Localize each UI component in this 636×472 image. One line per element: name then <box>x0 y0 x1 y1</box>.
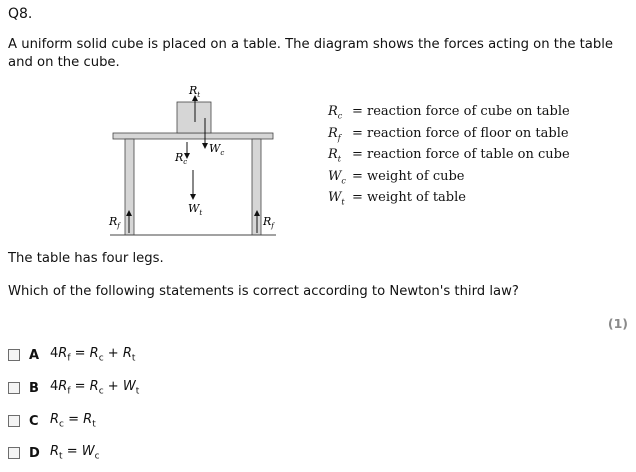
rt-label: $R_t$ <box>189 84 201 99</box>
option-text: $R_c = R_t$ <box>50 412 96 430</box>
paragraph-table-legs: The table has four legs. <box>8 251 164 266</box>
marks-label: (1) <box>607 316 628 331</box>
option-letter: B <box>29 380 39 396</box>
option-a[interactable] <box>8 345 135 365</box>
rf-right-label: $R_f$ <box>263 215 274 230</box>
option-letter: A <box>29 347 40 363</box>
diagram-legend <box>328 104 570 212</box>
option-letter: C <box>29 413 39 429</box>
cube <box>177 102 211 133</box>
table-top <box>113 133 273 139</box>
question-number: Q8. <box>8 6 33 22</box>
legend-row: $W_t$ = weight of table <box>328 190 466 207</box>
wt-label: $W_t$ <box>188 202 203 217</box>
option-b[interactable] <box>8 378 139 398</box>
option-text: $R_t = W_c$ <box>50 444 100 462</box>
option-d[interactable] <box>8 443 100 463</box>
checkbox-c[interactable] <box>8 415 20 427</box>
checkbox-d[interactable] <box>8 447 20 459</box>
rf-left-label: $R_f$ <box>109 215 120 230</box>
legend-row: $R_f$ = reaction force of floor on table <box>328 125 569 143</box>
paragraph-question: Which of the following statements is correct according to Newton's third law? <box>8 284 519 299</box>
option-text: $4R_f = R_c + W_t$ <box>50 379 140 397</box>
legend-row: $R_t$ = reaction force of table on cube <box>328 147 570 164</box>
option-c[interactable] <box>8 411 96 431</box>
option-text: $4R_f = R_c + R_t$ <box>50 346 136 364</box>
wc-label: $W_c$ <box>209 142 225 157</box>
option-letter: D <box>29 445 40 461</box>
legend-row: $R_c$ = reaction force of cube on table <box>328 104 570 121</box>
question-stem: A uniform solid cube is placed on a table. The diagram shows the forces acting on the table and on the cube. <box>8 37 614 70</box>
checkbox-b[interactable] <box>8 382 20 394</box>
checkbox-a[interactable] <box>8 349 20 361</box>
rc-label: $R_c$ <box>175 151 188 166</box>
legend-row: $W_c$ = weight of cube <box>328 168 465 186</box>
force-diagram <box>100 82 310 242</box>
